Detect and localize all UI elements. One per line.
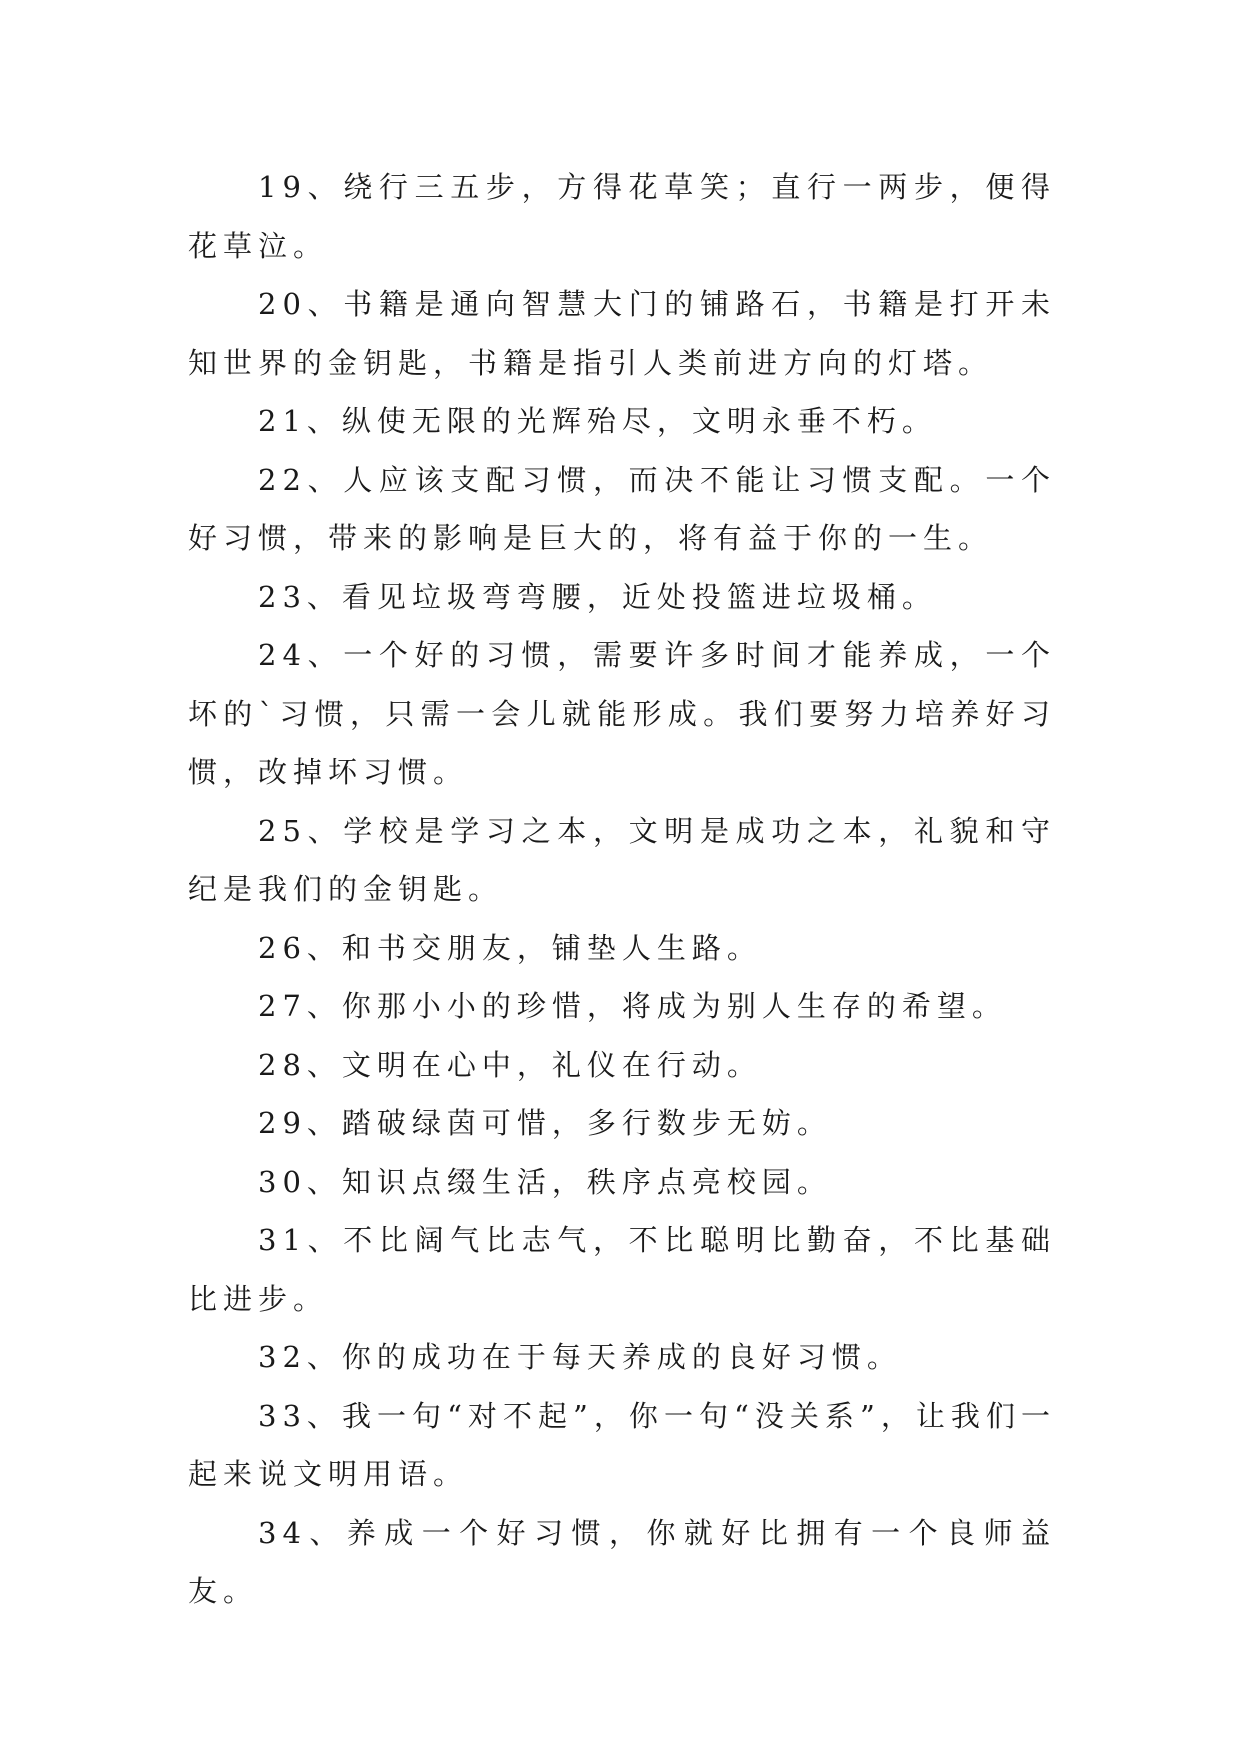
paragraph-29: 29、踏破绿茵可惜，多行数步无妨。 xyxy=(258,1106,832,1140)
paragraph-21: 21、纵使无限的光辉殆尽，文明永垂不朽。 xyxy=(258,404,937,438)
paragraph-23: 23、看见垃圾弯弯腰，近处投篮进垃圾桶。 xyxy=(258,579,937,614)
paragraph-31: 31、不比阔气比志气，不比聪明比勤奋，不比基础比进步。 xyxy=(188,1223,1056,1316)
paragraph-28: 28、文明在心中，礼仪在行动。 xyxy=(258,1047,762,1082)
paragraph-25: 25、学校是学习之本，文明是成功之本，礼貌和守纪是我们的金钥匙。 xyxy=(188,813,1056,906)
paragraph-22: 22、人应该支配习惯，而决不能让习惯支配。一个好习惯，带来的影响是巨大的，将有益于你的一生。 xyxy=(188,462,1056,555)
paragraph-20: 20、书籍是通向智慧大门的铺路石，书籍是打开未知世界的金钥匙，书籍是指引人类前进方向的灯塔。 xyxy=(188,287,1056,380)
document-body xyxy=(188,158,1056,1621)
paragraph-34: 34、养成一个好习惯，你就好比拥有一个良师益友。 xyxy=(188,1515,1056,1608)
paragraph-26: 26、和书交朋友，铺垫人生路。 xyxy=(258,930,762,965)
paragraph-27: 27、你那小小的珍惜，将成为别人生存的希望。 xyxy=(258,989,1007,1023)
paragraph-24: 24、一个好的习惯，需要许多时间才能养成，一个坏的`习惯，只需一会儿就能形成。我们要努力培养好习惯，改掉坏习惯。 xyxy=(188,638,1056,789)
paragraph-33: 33、我一句“对不起”，你一句“没关系”，让我们一起来说文明用语。 xyxy=(188,1398,1056,1491)
paragraph-30: 30、知识点缀生活，秩序点亮校园。 xyxy=(258,1164,832,1199)
paragraph-32: 32、你的成功在于每天养成的良好习惯。 xyxy=(258,1340,902,1374)
paragraph-19: 19、绕行三五步，方得花草笑；直行一两步，便得花草泣。 xyxy=(188,170,1056,263)
